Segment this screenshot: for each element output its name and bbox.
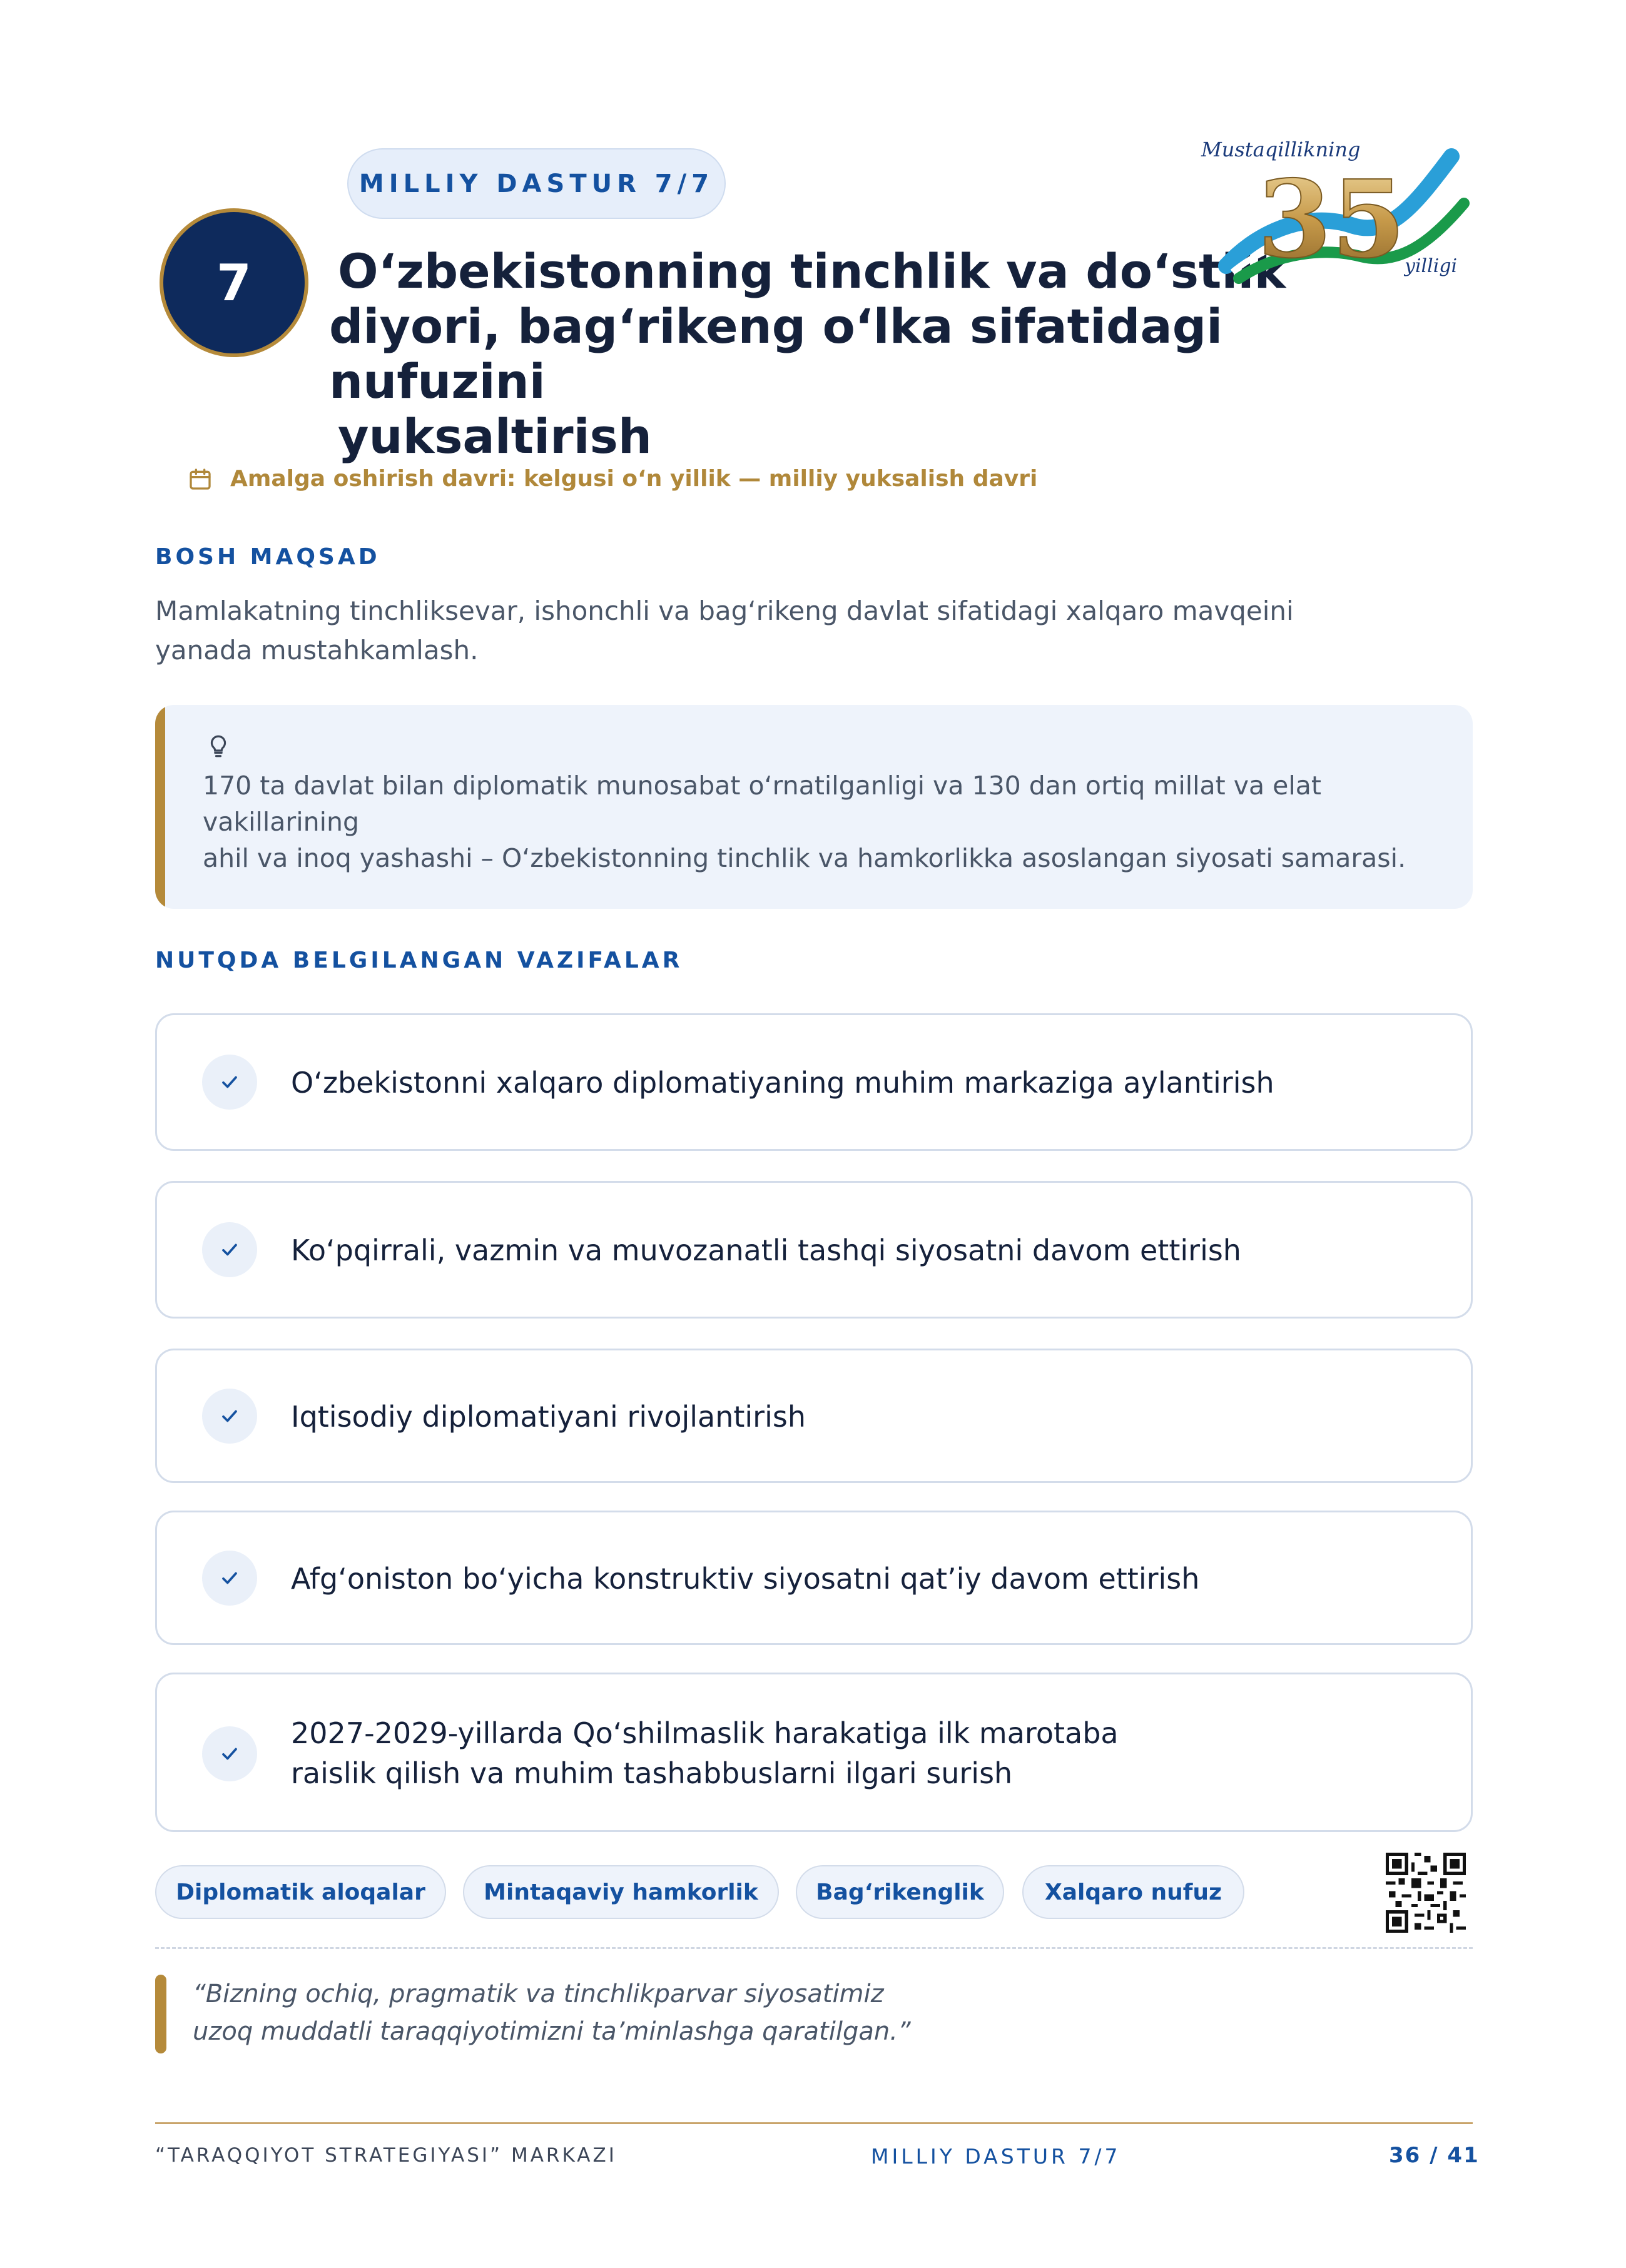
program-badge: MILLIY DASTUR 7/7 [347, 148, 726, 219]
period-text: Amalga oshirish davri: kelgusi o‘n yillik — milliy yuksalish davri [230, 466, 1038, 492]
qr-code[interactable] [1386, 1853, 1466, 1933]
task-line: Iqtisodiy diplomatiyani rivojlantirish [291, 1400, 806, 1434]
quote-line-2: uzoq muddatli taraqqiyotimizni ta’minlashga qaratilgan.” [193, 2017, 911, 2046]
tag-regional-cooperation: Mintaqaviy hamkorlik [463, 1865, 779, 1919]
info-text [203, 767, 1460, 876]
callout-accent-bar [155, 705, 165, 909]
quote-accent-bar [155, 1975, 166, 2053]
tag-diplomatic-relations: Diplomatik aloqalar [155, 1865, 446, 1919]
footer-divider [155, 2122, 1473, 2124]
tag-tolerance: Bag‘rikenglik [796, 1865, 1004, 1919]
check-icon [202, 1222, 257, 1277]
lightbulb-icon [205, 733, 231, 759]
anniversary-logo [1189, 131, 1476, 288]
goal-text [155, 591, 1344, 670]
task-text [291, 1559, 1199, 1599]
task-text [291, 1397, 806, 1437]
logo-text-bottom: yilligi [1405, 255, 1458, 277]
logo-number: 35 [1258, 157, 1406, 282]
program-number: 7 [216, 253, 252, 312]
task-item-5 [155, 1673, 1473, 1832]
page-number: 36 / 41 [1389, 2143, 1480, 2168]
calendar-icon [188, 467, 213, 492]
footer-organization: “TARAQQIYOT STRATEGIYASI” MARKAZI [155, 2144, 617, 2167]
implementation-period [188, 466, 1037, 492]
tag-international-prestige: Xalqaro nufuz [1022, 1865, 1244, 1919]
check-icon [202, 1389, 257, 1444]
info-callout [155, 705, 1473, 909]
goal-line-2: yanada mustahkamlash. [155, 635, 479, 666]
task-line: raislik qilish va muhim tashabbuslarni ilgari surish [291, 1756, 1013, 1790]
task-text [291, 1230, 1241, 1270]
check-icon [202, 1055, 257, 1110]
info-line-2: ahil va inoq yashashi – O‘zbekistonning tinchlik va hamkorlikka asoslangan siyosati samarasi. [203, 843, 1406, 873]
footer-program: MILLIY DASTUR 7/7 [871, 2144, 1121, 2169]
goal-heading: BOSH MAQSAD [155, 544, 380, 570]
task-line: 2027-2029-yillarda Qo‘shilmaslik harakatiga ilk marotaba [291, 1716, 1119, 1750]
info-line-1: 170 ta davlat bilan diplomatik munosabat o‘rnatilganligi va 130 dan ortiq millat va elat vakillarining [203, 771, 1321, 837]
title-line-3: yuksaltirish [338, 408, 653, 464]
quote-line-1: “Bizning ochiq, pragmatik va tinchlikparvar siyosatimiz [193, 1980, 884, 2008]
dashed-divider [155, 1947, 1473, 1949]
quote [193, 1975, 1319, 2050]
task-line: Ko‘pqirrali, vazmin va muvozanatli tashqi siyosatni davom ettirish [291, 1233, 1241, 1267]
logo-text-top: Mustaqillikning [1201, 138, 1361, 161]
check-icon [202, 1551, 257, 1606]
task-line: Afg‘oniston bo‘yicha konstruktiv siyosatni qat’iy davom ettirish [291, 1562, 1200, 1596]
tasks-heading: NUTQDA BELGILANGAN VAZIFALAR [155, 948, 683, 973]
goal-line-1: Mamlakatning tinchliksevar, ishonchli va bag‘rikeng davlat sifatidagi xalqaro mavqeini [155, 595, 1294, 626]
task-item-3 [155, 1349, 1473, 1483]
check-icon [202, 1726, 257, 1781]
title-line-1: O‘zbekistonning tinchlik va do‘stlik [338, 243, 1286, 299]
task-text [291, 1713, 1119, 1793]
task-item-2 [155, 1181, 1473, 1319]
task-line: O‘zbekistonni xalqaro diplomatiyaning muhim markaziga aylantirish [291, 1066, 1274, 1100]
task-item-4 [155, 1511, 1473, 1645]
title-line-2: diyori, bag‘rikeng o‘lka sifatidagi nufuzini [329, 298, 1223, 409]
program-number-badge [160, 208, 308, 357]
task-item-1 [155, 1013, 1473, 1151]
task-text [291, 1063, 1274, 1103]
